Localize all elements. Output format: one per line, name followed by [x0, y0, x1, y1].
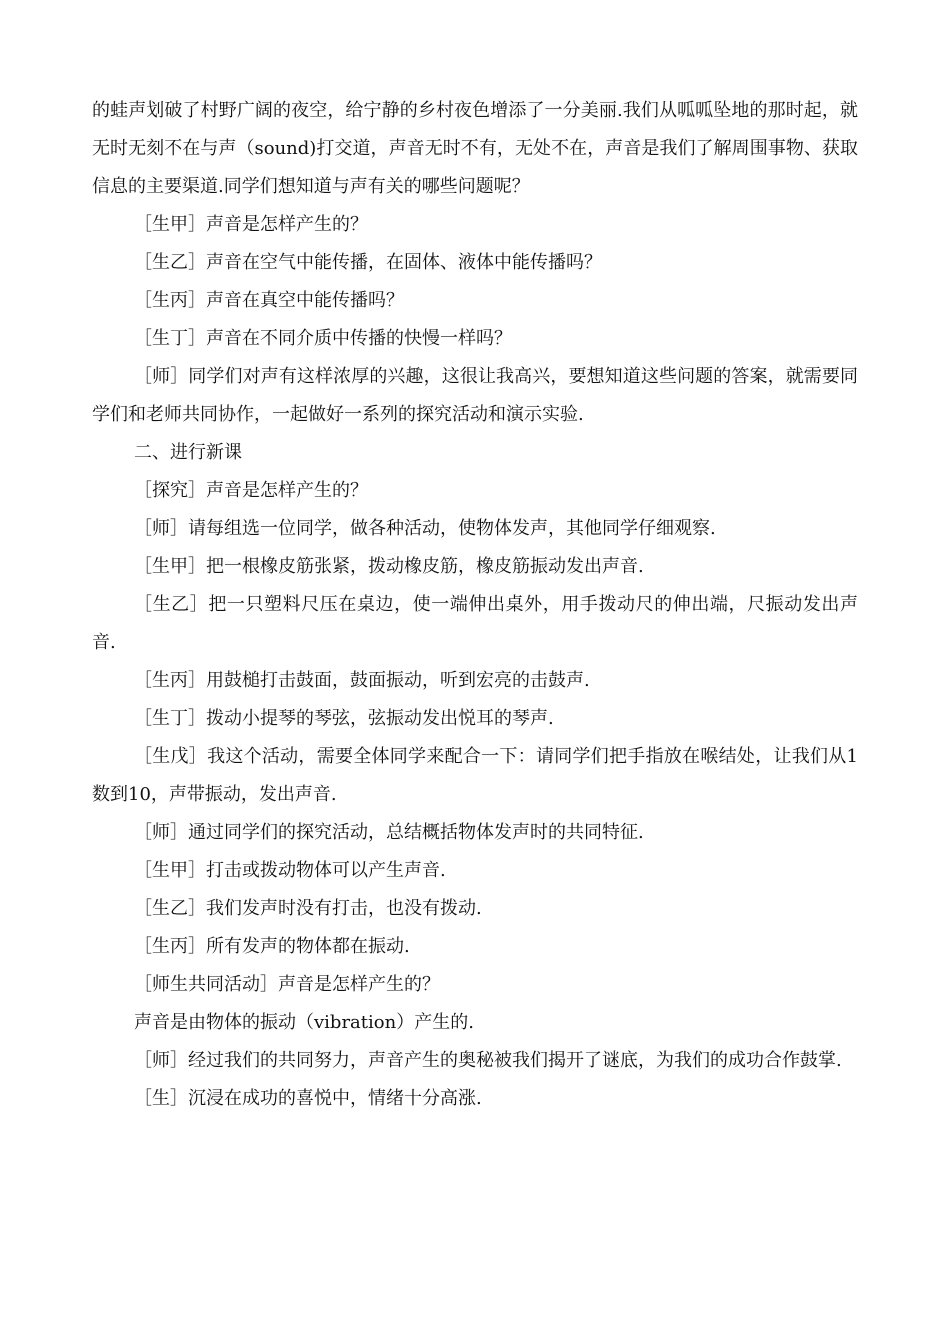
paragraph-student-reaction: ［生］沉浸在成功的喜悦中，情绪十分高涨. [134, 1088, 482, 1109]
paragraph-student-a-conclusion: ［生甲］打击或拨动物体可以产生声音. [134, 860, 446, 881]
paragraph-student-b-conclusion: ［生乙］我们发声时没有打击，也没有拨动. [134, 898, 482, 919]
paragraph-teacher-instruction: ［师］请每组选一位同学，做各种活动，使物体发声，其他同学仔细观察. [134, 518, 716, 539]
paragraph-student-a-activity: ［生甲］把一根橡皮筋张紧，拨动橡皮筋，橡皮筋振动发出声音. [134, 556, 644, 577]
paragraph-student-c-conclusion: ［生丙］所有发声的物体都在振动. [134, 936, 410, 957]
paragraph-student-b-activity: ［生乙］把一只塑料尺压在桌边，使一端伸出桌外，用手拨动尺的伸出端，尺振动发出声音. [92, 594, 858, 653]
paragraph-conclusion: 声音是由物体的振动（vibration）产生的. [134, 1012, 474, 1033]
paragraph-inquiry: ［探究］声音是怎样产生的？ [134, 480, 368, 501]
paragraph-student-c-activity: ［生丙］用鼓槌打击鼓面，鼓面振动，听到宏亮的击鼓声. [134, 670, 590, 691]
paragraph-teacher-praise: ［师］经过我们的共同努力，声音产生的奥秘被我们揭开了谜底，为我们的成功合作鼓掌. [134, 1050, 842, 1071]
paragraph-joint-activity: ［师生共同活动］声音是怎样产生的？ [134, 974, 440, 995]
paragraph-student-b-question: ［生乙］声音在空气中能传播，在固体、液体中能传播吗？ [134, 252, 602, 273]
paragraph-teacher-response: ［师］同学们对声有这样浓厚的兴趣，这很让我高兴，要想知道这些问题的答案，就需要同学们和老师共同协作，一起做好一系列的探究活动和演示实验. [92, 366, 858, 425]
document-page [92, 92, 858, 1118]
paragraph-student-e-activity: ［生戊］我这个活动，需要全体同学来配合一下：请同学们把手指放在喉结处，让我们从1数到10，声带振动，发出声音. [92, 746, 858, 805]
paragraph-student-d-activity: ［生丁］拨动小提琴的琴弦，弦振动发出悦耳的琴声. [134, 708, 554, 729]
paragraph-student-a-question: ［生甲］声音是怎样产生的？ [134, 214, 368, 235]
paragraph-student-c-question: ［生丙］声音在真空中能传播吗？ [134, 290, 404, 311]
paragraph-student-d-question: ［生丁］声音在不同介质中传播的快慢一样吗？ [134, 328, 512, 349]
paragraph-intro: 的蛙声划破了村野广阔的夜空，给宁静的乡村夜色增添了一分美丽.我们从呱呱坠地的那时起，就无时无刻不在与声（sound)打交道，声音无时不有，无处不在，声音是我们了解周围事物、获取信息的主要渠道.同学们想知道与声有关的哪些问题呢？ [92, 100, 858, 197]
section-heading-new-lesson: 二、进行新课 [134, 442, 242, 463]
paragraph-teacher-summary: ［师］通过同学们的探究活动，总结概括物体发声时的共同特征. [134, 822, 644, 843]
